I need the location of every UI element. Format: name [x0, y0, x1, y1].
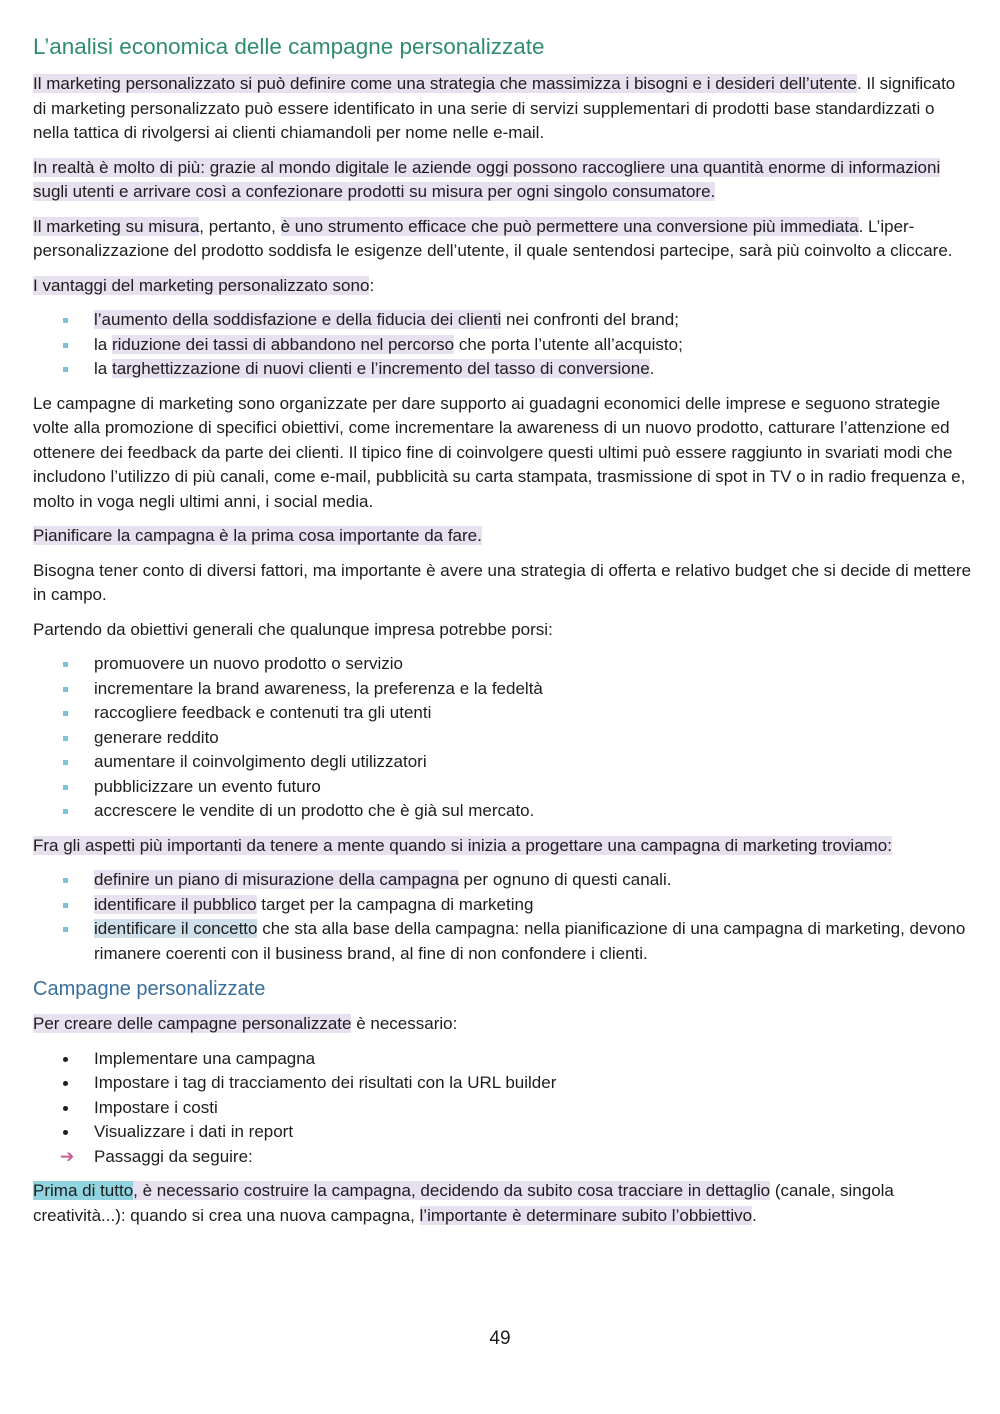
advantages-list — [33, 308, 972, 382]
list-item: pubblicizzare un evento futuro — [94, 775, 972, 800]
list-item: Visualizzare i dati in report — [94, 1120, 972, 1145]
paragraph-11: Prima di tutto, è necessario costruire la campagna, decidendo da subito cosa tracciare in dettaglio (canale, singola creatività...): quando si crea una nuova campagna, l’importante è determinare subito l’obbiettivo. — [33, 1181, 894, 1225]
paragraph-5: Le campagne di marketing sono organizzate per dare supporto ai guadagni economici delle imprese e seguono strategie volte alla promozione di specifici obiettivi, come incrementare la awareness di un nuovo prodotto, catturare l’attenzione ed ottenere dei feedback da parte dei clienti. Il tipico fine di coinvolgere questi ultimi può essere raggiunto in svariati modi che includono l’utilizzo di più canali, come e-mail, pubblicità su carta stampata, trasmissione di spot in TV o in radio frequenza e, molto in voga negli ultimi anni, i social media. — [33, 393, 966, 511]
list-item: identificare il concetto che sta alla base della campagna: nella pianificazione di una campagna di marketing, devono rimanere coerenti con il business brand, al fine di non confondere i clienti. — [94, 917, 972, 966]
paragraph-text: : — [369, 275, 375, 295]
highlighted-text: targhettizzazione di nuovi clienti e l’incremento del tasso di conversione — [111, 359, 650, 378]
page-title: L’analisi economica delle campagne personalizzate — [33, 34, 545, 59]
list-item: Impostare i costi — [94, 1096, 972, 1121]
highlighted-text: l’importante è determinare subito l’obbiettivo — [419, 1205, 753, 1225]
paragraph-text: , pertanto, — [199, 216, 281, 236]
paragraph-9 — [33, 834, 972, 859]
list-item: aumentare il coinvolgimento degli utilizzatori — [94, 750, 972, 775]
list-item: promuovere un nuovo prodotto o servizio — [94, 652, 972, 677]
highlighted-text: In realtà è molto di più: grazie al mondo digitale le aziende oggi possono raccogliere una quantità enorme di informazioni sugli utenti e arrivare così a confezionare prodotti su misura per ogni singolo consumatore. — [33, 157, 941, 201]
list-item: definire un piano di misurazione della campagna per ognuno di questi canali. — [94, 868, 972, 893]
list-item: Implementare una campagna — [94, 1047, 972, 1072]
list-item: Impostare i tag di tracciamento dei risultati con la URL builder — [94, 1071, 972, 1096]
highlighted-text: identificare il concetto — [94, 919, 258, 938]
highlighted-text: Per creare delle campagne personalizzate — [33, 1014, 352, 1033]
paragraph-10: Per creare delle campagne personalizzate è necessario: — [33, 1014, 458, 1033]
section-subtitle: Campagne personalizzate — [33, 978, 266, 1000]
paragraph-8: Partendo da obiettivi generali che qualunque impresa potrebbe porsi: — [33, 619, 553, 639]
highlighted-text: , è necessario costruire la campagna, decidendo da subito cosa tracciare in dettaglio — [133, 1181, 771, 1200]
highlighted-text: riduzione dei tassi di abbandono nel percorso — [111, 334, 455, 354]
highlighted-text: identificare il pubblico — [94, 894, 257, 914]
highlighted-text: Pianificare la campagna è la prima cosa importante da fare. — [33, 526, 482, 545]
paragraph-6 — [33, 524, 972, 549]
paragraph-2 — [33, 156, 972, 205]
paragraph-1 — [33, 72, 972, 146]
objectives-list — [33, 652, 972, 824]
paragraph-text: . Il significato di marketing personalizzato può essere identificato in una serie di servizi supplementari di prodotti base standardizzati o nella tattica di rivolgersi ai clienti chiamandoli per nome nelle e-mail. — [33, 74, 956, 142]
list-item: l’aumento della soddisfazione e della fiducia dei clienti nei confronti del brand; — [94, 308, 972, 333]
aspects-list — [33, 868, 972, 966]
highlighted-text: Il marketing su misura — [33, 216, 200, 236]
list-item: ➔ Passaggi da seguire: — [94, 1145, 972, 1170]
paragraph-text: . L’iper-personalizzazione del prodotto soddisfa le esigenze dell’utente, il quale sentendosi partecipe, sarà più coinvolto a cliccare. — [33, 216, 953, 260]
paragraph-7: Bisogna tener conto di diversi fattori, ma importante è avere una strategia di offerta e relativo budget che si decide di mettere in campo. — [33, 560, 972, 604]
list-item: la riduzione dei tassi di abbandono nel percorso che porta l’utente all’acquisto; — [94, 333, 972, 358]
list-item: la targhettizzazione di nuovi clienti e l’incremento del tasso di conversione. — [94, 357, 972, 382]
paragraph-4 — [33, 274, 972, 299]
highlighted-text: Prima di tutto — [33, 1181, 134, 1200]
page-number: 49 — [489, 1328, 511, 1349]
paragraph-3 — [33, 215, 972, 264]
highlighted-text: I vantaggi del marketing personalizzato sono — [33, 275, 370, 295]
list-item: accrescere le vendite di un prodotto che è già sul mercato. — [94, 799, 972, 824]
highlighted-text: Fra gli aspetti più importanti da tenere a mente quando si inizia a progettare una campagna di marketing troviamo: — [33, 835, 892, 855]
highlighted-text: è uno strumento efficace che può permettere una conversione più immediata — [280, 216, 859, 236]
arrow-icon: ➔ — [60, 1146, 75, 1166]
list-item: incrementare la brand awareness, la preferenza e la fedeltà — [94, 677, 972, 702]
highlighted-text: Il marketing personalizzato si può definire come una strategia che massimizza i bisogni e i desideri dell’utente — [33, 74, 857, 93]
list-item: raccogliere feedback e contenuti tra gli utenti — [94, 701, 972, 726]
list-item: identificare il pubblico target per la campagna di marketing — [94, 893, 972, 918]
list-item: generare reddito — [94, 726, 972, 751]
steps-list — [33, 1047, 972, 1170]
highlighted-text: definire un piano di misurazione della campagna — [94, 870, 459, 889]
highlighted-text: l’aumento della soddisfazione e della fiducia dei clienti — [94, 310, 502, 329]
